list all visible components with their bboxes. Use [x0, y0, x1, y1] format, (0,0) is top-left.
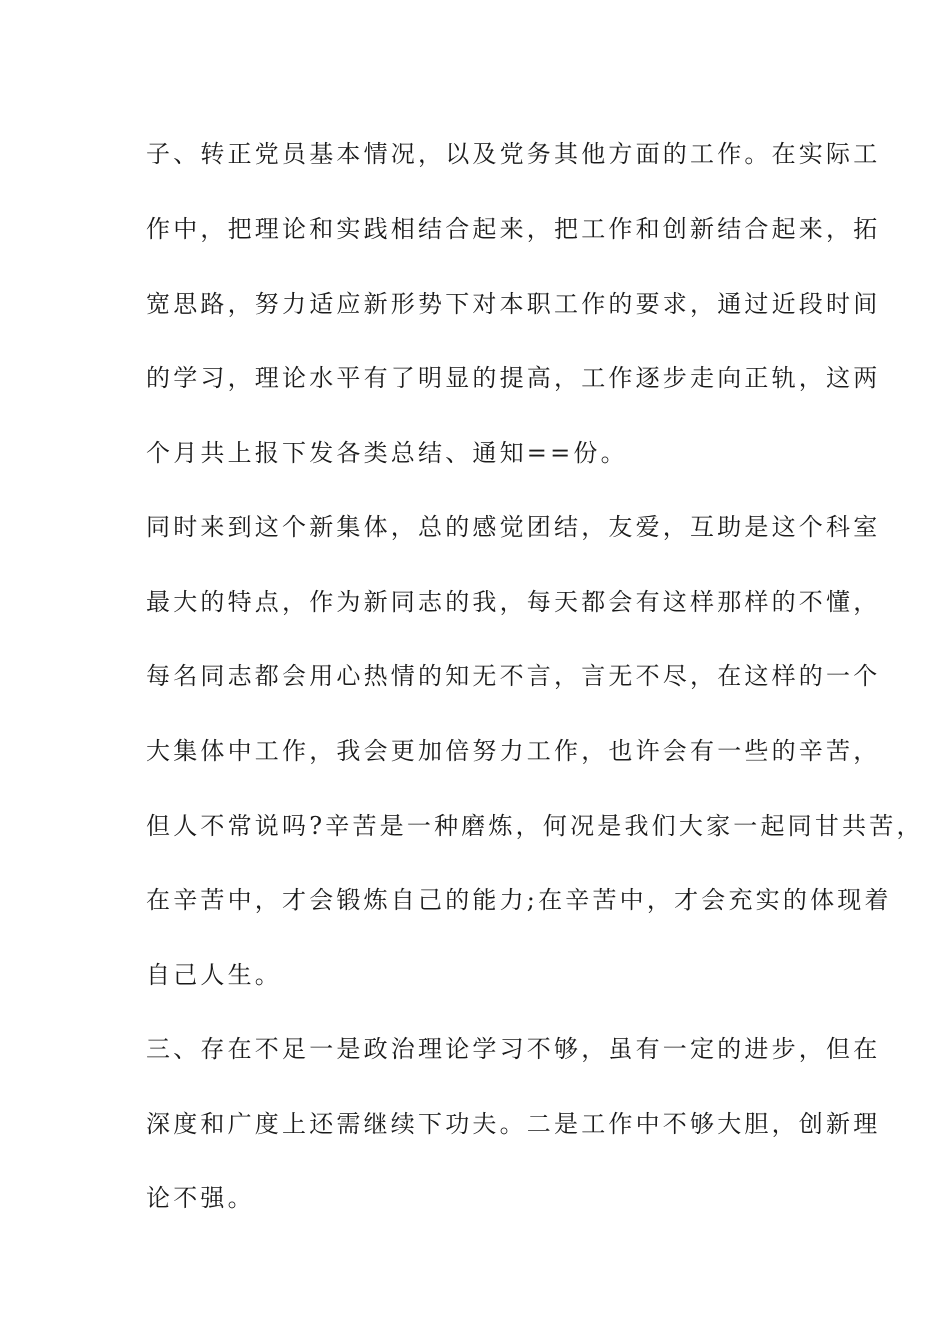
text-line-3: 宽思路，努力适应新形势下对本职工作的要求，通过近段时间: [146, 290, 881, 318]
text-line-13: 三、存在不足一是政治理论学习不够，虽有一定的进步，但在: [146, 1035, 881, 1063]
text-line-14: 深度和广度上还需继续下功夫。二是工作中不够大胆，创新理: [146, 1110, 881, 1138]
text-line-8: 每名同志都会用心热情的知无不言，言无不尽，在这样的一个: [146, 662, 881, 690]
text-line-9: 大集体中工作，我会更加倍努力工作，也许会有一些的辛苦，: [146, 737, 881, 765]
text-line-12: 自己人生。: [146, 961, 282, 989]
text-line-6: 同时来到这个新集体，总的感觉团结，友爱，互助是这个科室: [146, 513, 881, 541]
text-line-15: 论不强。: [146, 1184, 255, 1212]
text-line-1: 子、转正党员基本情况，以及党务其他方面的工作。在实际工: [146, 140, 881, 168]
text-line-5: 个月共上报下发各类总结、通知==份。: [146, 439, 628, 467]
text-line-11: 在辛苦中，才会锻炼自己的能力;在辛苦中，才会充实的体现着: [146, 886, 892, 914]
text-line-7: 最大的特点，作为新同志的我，每天都会有这样那样的不懂，: [146, 588, 881, 616]
text-line-10: 但人不常说吗?辛苦是一种磨炼，何况是我们大家一起同甘共苦，: [146, 812, 924, 840]
text-line-4: 的学习，理论水平有了明显的提高，工作逐步走向正轨，这两: [146, 364, 881, 392]
text-line-2: 作中，把理论和实践相结合起来，把工作和创新结合起来，拓: [146, 215, 881, 243]
